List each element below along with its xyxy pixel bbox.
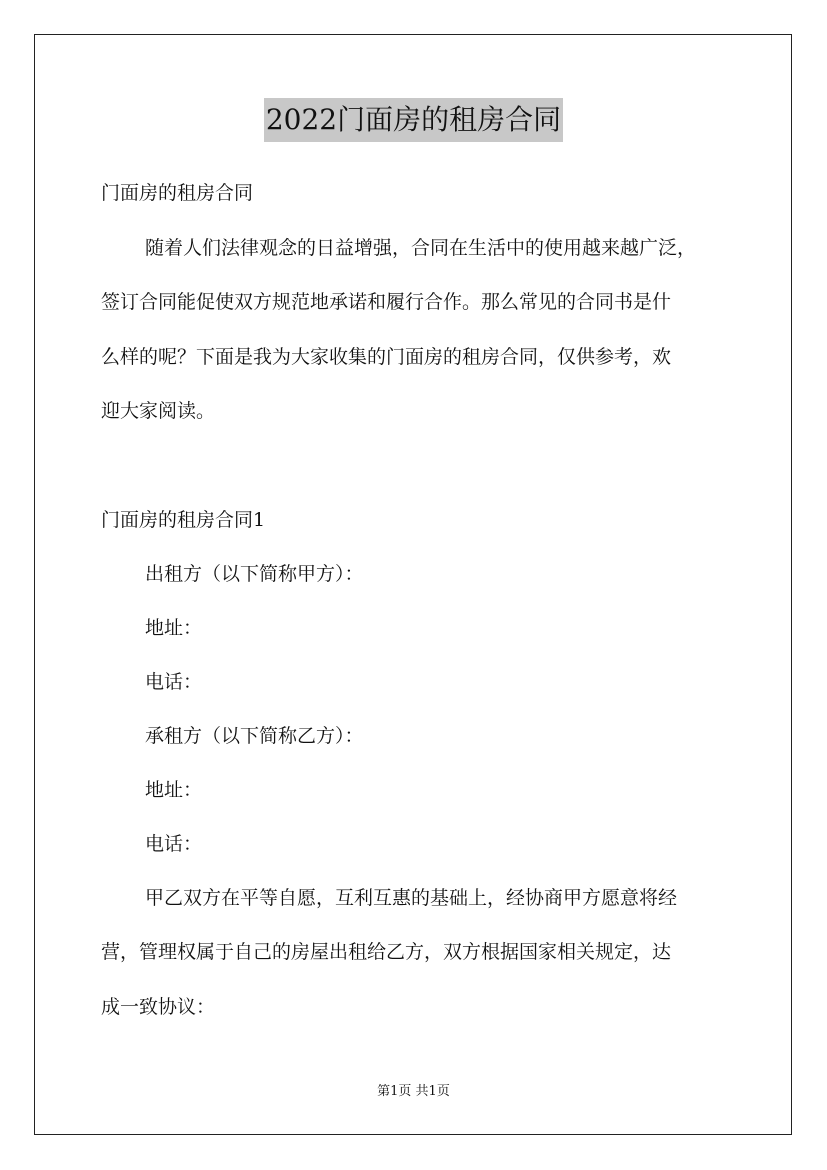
field-lessee-address: 地址： [145,779,203,801]
intro-line-1: 随着人们法律观念的日益增强，合同在生活中的使用越来越广泛， [145,237,697,259]
intro-line-4: 迎大家阅读。 [101,400,216,422]
section-heading: 门面房的租房合同1 [101,509,266,531]
document-subtitle: 门面房的租房合同 [101,182,254,204]
agreement-line-3: 成一致协议： [101,996,216,1018]
intro-line-2: 签订合同能促使双方规范地承诺和履行合作。那么常见的合同书是什 [101,291,672,313]
intro-line-3: 么样的呢？下面是我为大家收集的门面房的租房合同，仅供参考，欢 [101,346,672,368]
agreement-line-2: 营，管理权属于自己的房屋出租给乙方，双方根据国家相关规定，达 [101,941,672,963]
agreement-line-1: 甲乙双方在平等自愿，互利互惠的基础上，经协商甲方愿意将经 [145,887,678,909]
document-title: 2022门面房的租房合同 [264,98,563,142]
field-lessee-phone: 电话： [145,833,203,855]
field-lessee: 承租方（以下简称乙方）： [145,725,364,747]
page-number: 第1页 共1页 [377,1084,450,1099]
page-footer [0,1083,827,1101]
field-lessor-phone: 电话： [145,671,203,693]
field-lessor: 出租方（以下简称甲方）： [145,563,364,585]
title-container [0,98,827,142]
field-lessor-address: 地址： [145,617,203,639]
